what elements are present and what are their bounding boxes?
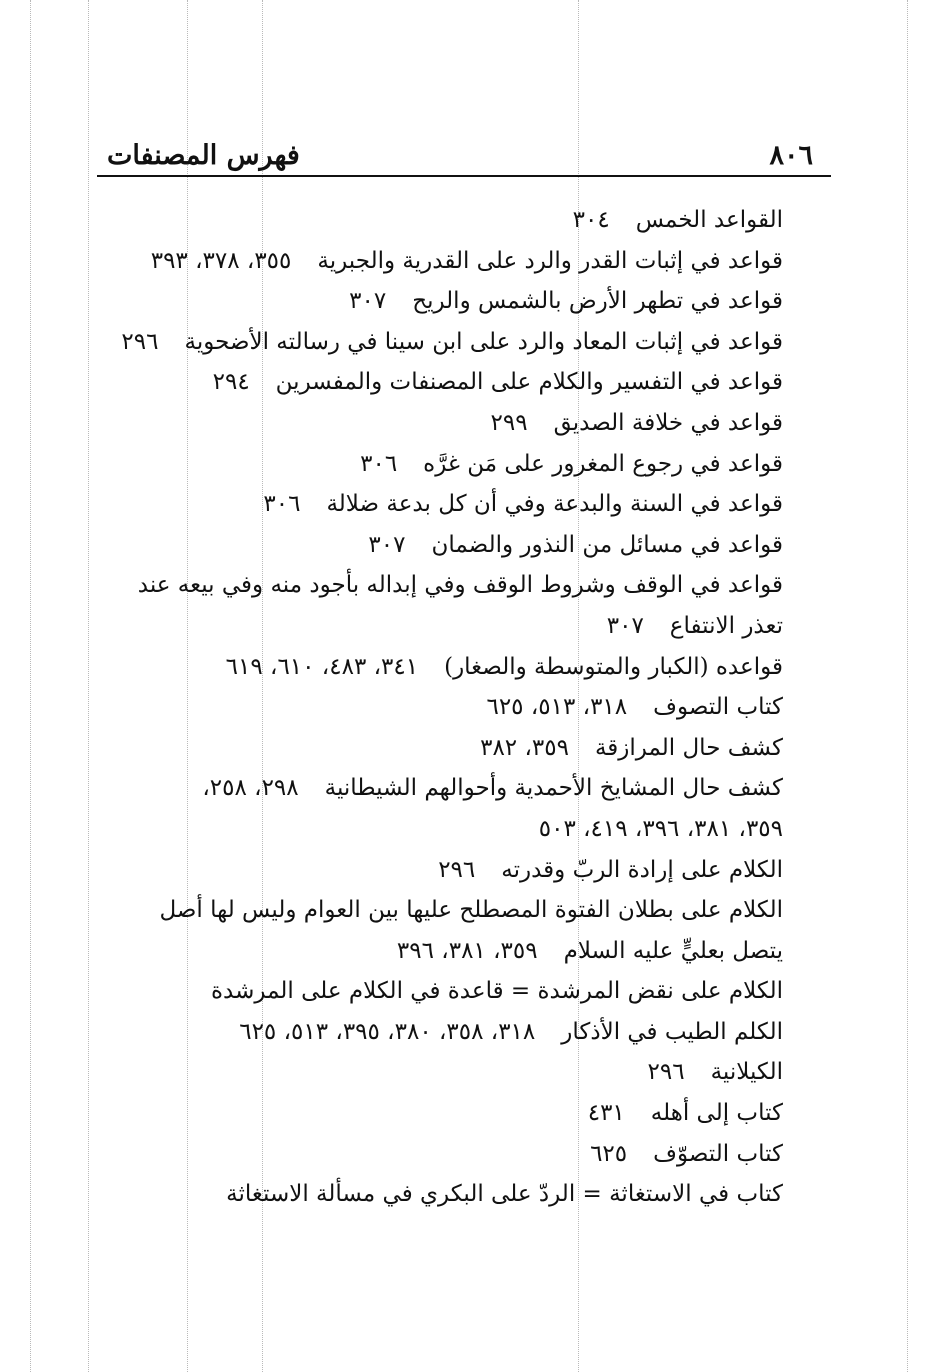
index-entry <box>103 1093 783 1134</box>
entry-title: قواعده (الكبار والمتوسطة والصغار) <box>444 653 783 680</box>
entry-continuation <box>103 931 783 972</box>
page-number: ٨٠٦ <box>769 140 813 171</box>
entry-pages: ٢٩٨، ٢٥٨، <box>202 775 299 802</box>
entry-title: قواعد في خلافة الصديق <box>553 409 783 436</box>
entry-title: الكلام على بطلان الفتوة المصطلح عليها بين العوام وليس لها أصل <box>159 897 783 924</box>
entry-pages: ٢٩٦ <box>121 328 159 355</box>
entry-pages: ٣٥٥، ٣٧٨، ٣٩٣ <box>150 247 292 274</box>
entry-title: قواعد في الوقف وشروط الوقف وفي إبداله بأجود منه وفي بيعه عند <box>137 572 783 599</box>
index-entry <box>103 200 783 241</box>
index-entry <box>103 687 783 728</box>
entry-pages: ٣٠٧ <box>606 612 644 639</box>
entry-pages: ٣٠٧ <box>368 531 406 558</box>
header-rule <box>97 175 831 177</box>
entry-pages: ٣٥٩، ٣٨٢ <box>480 734 569 761</box>
index-entry <box>103 281 783 322</box>
entry-pages: ٣٠٦ <box>263 491 301 518</box>
entry-title: قواعد في مسائل من النذور والضمان <box>431 531 783 558</box>
scan-guide-line <box>30 0 31 1372</box>
entry-pages: ٣٠٦ <box>360 450 398 477</box>
index-entry <box>103 647 783 688</box>
entry-pages: ٣٠٤ <box>572 207 610 233</box>
index-entry <box>103 525 783 566</box>
entry-title: كتاب في الاستغاثة = الردّ على البكري في مسألة الاستغاثة <box>226 1181 783 1208</box>
entry-title: كشف حال المشايخ الأحمدية وأحوالهم الشيطانية <box>324 775 783 802</box>
entry-continuation <box>103 606 783 647</box>
entry-pages: ٣١٨، ٥١٣، ٦٢٥ <box>486 694 628 721</box>
entry-pages: ٦٢٥ <box>590 1140 628 1167</box>
entry-pages: ٢٩٤ <box>212 369 250 396</box>
index-entry <box>103 484 783 525</box>
entry-title: القواعد الخمس <box>635 207 783 233</box>
index-entry <box>103 444 783 485</box>
index-entry <box>103 362 783 403</box>
index-entry <box>103 1134 783 1175</box>
entry-pages: ٢٩٩ <box>490 409 528 436</box>
running-header <box>97 138 831 178</box>
index-entry <box>103 1052 783 1093</box>
index-entry <box>103 728 783 769</box>
index-entry <box>103 850 783 891</box>
entry-title: قواعد في السنة والبدعة وفي أن كل بدعة ضلالة <box>326 491 783 518</box>
index-entry <box>103 768 783 849</box>
scan-guide-line <box>88 0 89 1372</box>
entry-pages: ٣٥٩، ٣٨١، ٣٩٦ <box>396 937 538 964</box>
entry-title: قواعد في إثبات القدر والرد على القدرية والجبرية <box>317 247 783 274</box>
index-entries <box>103 200 783 1215</box>
running-title: فهرس المصنفات <box>107 140 300 171</box>
entry-pages-continued: ٣٥٩، ٣٨١، ٣٩٦، ٤١٩، ٥٠٣ <box>538 815 783 842</box>
entry-title: قواعد في التفسير والكلام على المصنفات والمفسرين <box>275 369 783 396</box>
index-entry <box>103 1174 783 1215</box>
entry-title: الكلام على إرادة الربّ وقدرته <box>501 856 783 883</box>
index-entry <box>103 565 783 646</box>
entry-pages: ٣١٨، ٣٥٨، ٣٨٠، ٣٩٥، ٥١٣، ٦٢٥ <box>239 1018 536 1045</box>
index-entry <box>103 403 783 444</box>
entry-title: قواعد في رجوع المغرور على مَن غرَّه <box>423 450 783 477</box>
entry-title-continued: يتصل بعليٍّ عليه السلام <box>563 937 783 964</box>
entry-title: كتاب التصوف <box>653 694 783 721</box>
entry-pages: ٤٣١ <box>587 1100 625 1127</box>
index-entry <box>103 971 783 1012</box>
entry-pages: ٣٤١، ٤٨٣، ٦١٠، ٦١٩ <box>225 653 419 680</box>
index-entry <box>103 890 783 971</box>
entry-title: كتاب التصوّف <box>653 1140 783 1167</box>
entry-title: كتاب إلى أهله <box>650 1100 783 1127</box>
index-entry <box>103 1012 783 1053</box>
entry-title-continued: تعذر الانتفاع <box>669 612 783 639</box>
entry-title: الكلام على نقض المرشدة = قاعدة في الكلام على المرشدة <box>210 978 783 1005</box>
index-entry <box>103 241 783 282</box>
entry-title: الكيلانية <box>710 1059 783 1086</box>
entry-first-line <box>103 768 783 809</box>
entry-pages: ٢٩٦ <box>438 856 476 883</box>
entry-title: كشف حال المرازقة <box>594 734 783 761</box>
scan-guide-line <box>907 0 908 1372</box>
entry-pages: ٢٩٦ <box>647 1059 685 1086</box>
entry-title: قواعد في إثبات المعاد والرد على ابن سينا في رسالته الأضحوية <box>184 328 783 355</box>
entry-title: قواعد في تطهر الأرض بالشمس والريح <box>412 288 783 315</box>
entry-pages: ٣٠٧ <box>349 288 387 315</box>
index-entry <box>103 322 783 363</box>
entry-title: الكلم الطيب في الأذكار <box>561 1018 783 1045</box>
